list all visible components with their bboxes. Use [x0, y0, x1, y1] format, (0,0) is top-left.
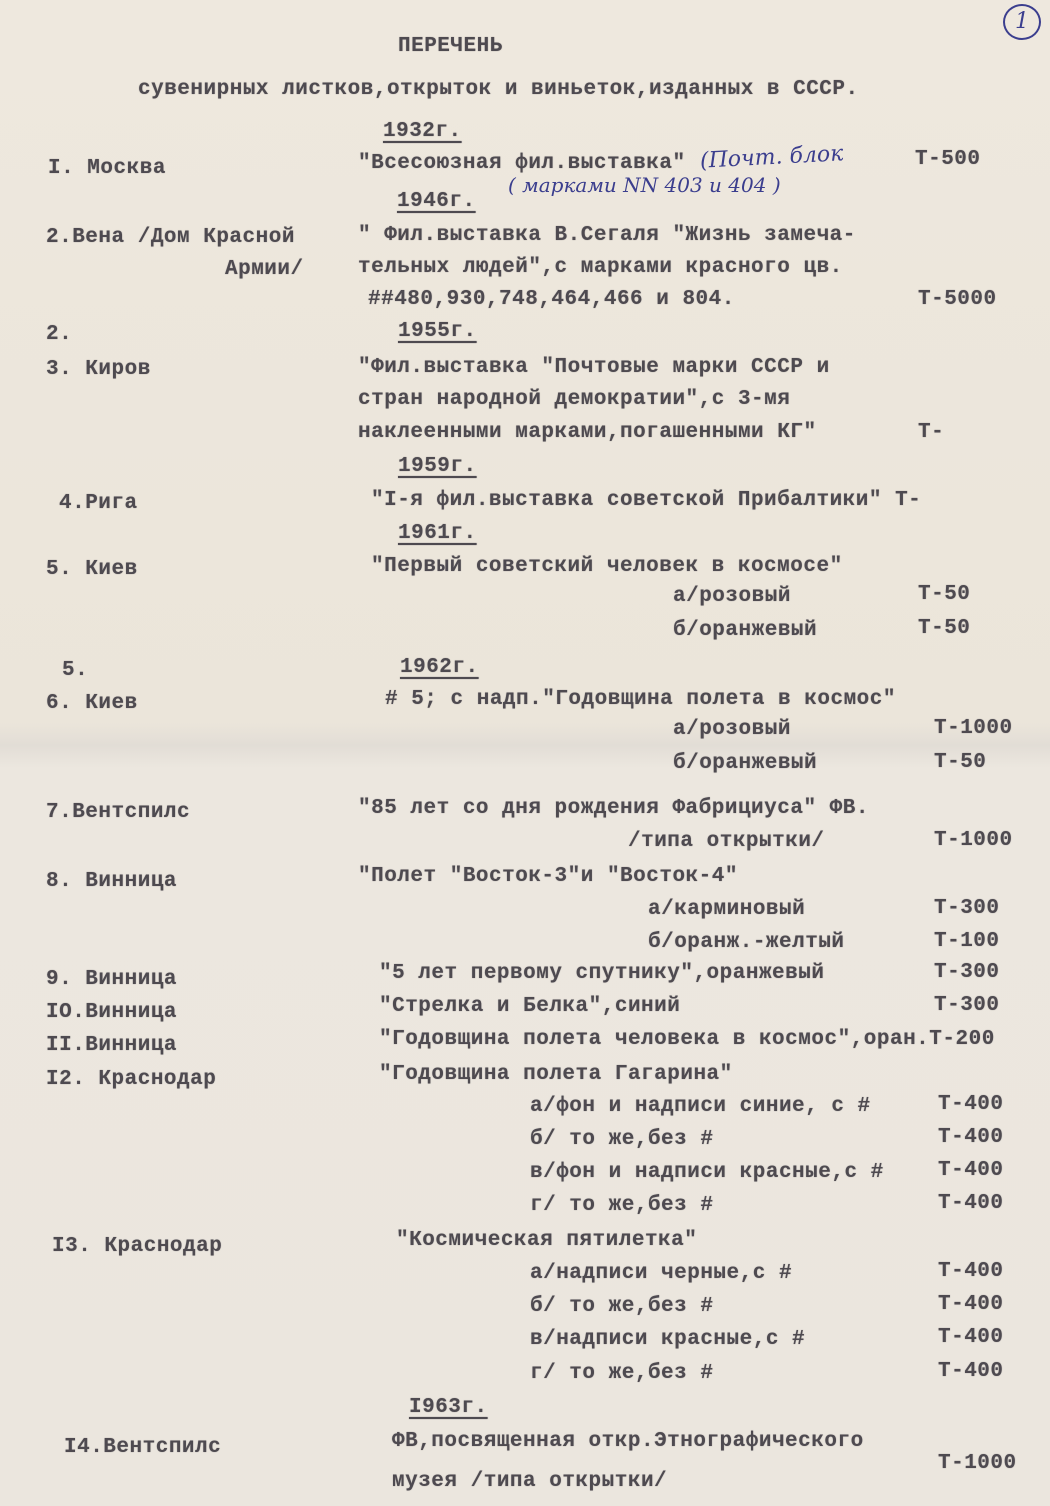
line-e13-b-code: Т-400 [938, 1293, 1004, 1316]
line-e14-d2: музея /типа открытки/ [392, 1470, 668, 1493]
line-e5-city: 5. Киев [46, 558, 138, 581]
line-y1932: 1932г. [383, 120, 462, 143]
line-e12-a: а/фон и надписи синие, с # [530, 1095, 871, 1118]
line-e5-b: б/оранжевый [673, 619, 818, 642]
line-e7-d2: /типа открытки/ [628, 830, 825, 853]
line-e12-c-code: Т-400 [938, 1159, 1004, 1182]
line-e3-d2: стран народной демократии",с 3-мя [358, 388, 791, 411]
line-e11-city: II.Винница [46, 1034, 178, 1057]
line-e13-c: в/надписи красные,с # [530, 1328, 806, 1351]
line-e9-desc: "5 лет первому спутнику",оранжевый [379, 962, 825, 985]
line-e12-b-code: Т-400 [938, 1126, 1004, 1149]
line-y1946: 1946г. [397, 190, 476, 213]
line-e3-code: Т- [918, 421, 945, 444]
line-e5-b-code: Т-50 [918, 617, 971, 640]
line-e4-city: 4.Рига [59, 492, 138, 515]
line-e13-a-code: Т-400 [938, 1260, 1004, 1283]
line-e14-d1: ФВ,посвященная откр.Этнографического [392, 1430, 864, 1453]
line-e2-city: 2.Вена /Дом Красной [46, 226, 295, 249]
line-e10-code: Т-300 [934, 994, 1000, 1017]
handwritten-note-line1: (Почт. блок [699, 141, 844, 174]
line-e13-c-code: Т-400 [938, 1326, 1004, 1349]
line-e1-city: I. Москва [48, 157, 166, 180]
line-e6-city: 6. Киев [46, 692, 138, 715]
line-e6-desc: # 5; с надп."Годовщина полета в космос" [385, 688, 896, 711]
line-e10-desc: "Стрелка и Белка",синий [379, 995, 681, 1018]
line-e2-d2: тельных людей",с марками красного цв. [358, 256, 843, 279]
handwritten-note-line2: ( марками NN 403 и 404 ) [508, 173, 781, 197]
document-title: ПЕРЕЧЕНЬ [398, 35, 503, 58]
line-e8-a-code: Т-300 [934, 897, 1000, 920]
line-e13-d-code: Т-400 [938, 1360, 1004, 1383]
line-e13-desc: "Космическая пятилетка" [396, 1229, 698, 1252]
line-e5-a: а/розовый [673, 585, 791, 608]
line-e2-city2: Армии/ [225, 258, 304, 281]
line-e7-d1: "85 лет со дня рождения Фабрициуса" ФВ. [358, 797, 869, 820]
line-e-blank2: 5. [62, 659, 89, 682]
line-y1962: 1962г. [400, 656, 479, 679]
line-e6-a: а/розовый [673, 718, 791, 741]
line-e2-d1: " Фил.выставка В.Сегаля "Жизнь замеча- [358, 224, 856, 247]
line-e14-city: I4.Вентспилс [64, 1436, 222, 1459]
document-subtitle: сувенирных листков,открыток и виньеток,изданных в СССР. [138, 78, 859, 101]
line-e6-b: б/оранжевый [673, 752, 818, 775]
line-e12-d-code: Т-400 [938, 1192, 1004, 1215]
line-e10-city: IO.Винница [46, 1001, 178, 1024]
line-e12-a-code: Т-400 [938, 1093, 1004, 1116]
line-e13-d: г/ то же,без # [530, 1362, 714, 1385]
line-e8-b-code: Т-100 [934, 930, 1000, 953]
line-e2-code: Т-5000 [918, 288, 997, 311]
line-e6-a-code: Т-1000 [934, 717, 1013, 740]
line-e1-code: Т-500 [915, 148, 981, 171]
line-e12-c: в/фон и надписи красные,с # [530, 1161, 884, 1184]
line-e3-d1: "Фил.выставка "Почтовые марки СССР и [358, 356, 830, 379]
line-e13-a: а/надписи черные,с # [530, 1262, 793, 1285]
line-e8-b: б/оранж.-желтый [648, 931, 845, 954]
line-e9-city: 9. Винница [46, 968, 178, 991]
line-e12-desc: "Годовщина полета Гагарина" [379, 1063, 733, 1086]
line-y1959: 1959г. [398, 455, 477, 478]
line-e5-a-code: Т-50 [918, 583, 971, 606]
line-e13-b: б/ то же,без # [530, 1295, 714, 1318]
line-e6-b-code: Т-50 [934, 751, 987, 774]
line-e1-desc: "Всесоюзная фил.выставка" [358, 152, 686, 175]
line-e7-city: 7.Вентспилс [46, 801, 191, 824]
line-e3-city: 3. Киров [46, 358, 151, 381]
line-e12-city: I2. Краснодар [46, 1068, 217, 1091]
line-e7-code: Т-1000 [934, 829, 1013, 852]
line-e3-d3: наклеенными марками,погашенными КГ" [358, 421, 817, 444]
line-e13-city: I3. Краснодар [52, 1235, 223, 1258]
line-e12-b: б/ то же,без # [530, 1128, 714, 1151]
line-e8-city: 8. Винница [46, 870, 178, 893]
line-e8-desc: "Полет "Восток-3"и "Восток-4" [358, 865, 738, 888]
line-e5-desc: "Первый советский человек в космосе" [371, 555, 843, 578]
line-e-blank1: 2. [46, 323, 73, 346]
line-e11-desc: "Годовщина полета человека в космос",оран.Т-200 [379, 1028, 995, 1051]
line-y1963: I963г. [409, 1396, 488, 1419]
line-e2-d3: ##480,930,748,464,466 и 804. [368, 288, 735, 311]
line-e8-a: а/карминовый [648, 898, 806, 921]
line-y1961: 1961г. [398, 522, 477, 545]
line-e4-desc: "I-я фил.выставка советской Прибалтики" Т- [371, 489, 922, 512]
line-y1955: 1955г. [398, 320, 477, 343]
page-number: 1 [1003, 4, 1041, 40]
line-e9-code: Т-300 [934, 961, 1000, 984]
line-e12-d: г/ то же,без # [530, 1194, 714, 1217]
line-e14-code: Т-1000 [938, 1452, 1017, 1475]
